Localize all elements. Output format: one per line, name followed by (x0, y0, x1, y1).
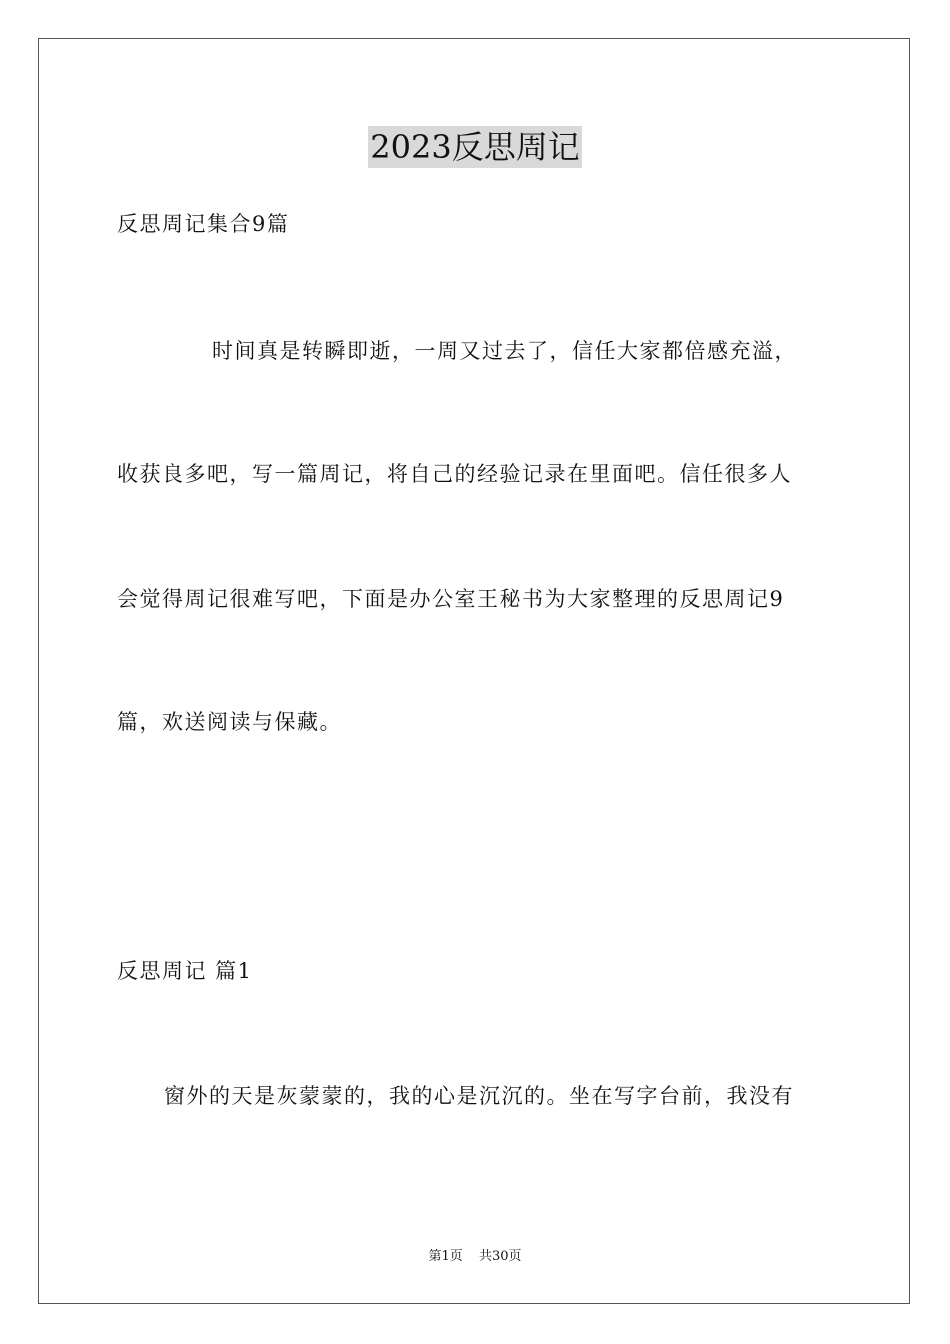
intro-line-2: 收获良多吧，写一篇周记，将自己的经验记录在里面吧。信任很多人 (117, 462, 792, 486)
page-number: 第1页 (428, 1249, 463, 1264)
total-pages: 共30页 (478, 1249, 522, 1264)
section-heading: 反思周记 篇1 (117, 959, 253, 983)
page-footer (0, 1248, 950, 1266)
title-container (0, 126, 950, 168)
intro-line-4: 篇，欢送阅读与保藏。 (117, 710, 342, 734)
document-title: 2023反思周记 (370, 128, 580, 166)
intro-line-1: 时间真是转瞬即逝，一周又过去了，信任大家都倍感充溢， (212, 339, 797, 363)
intro-line-3: 会觉得周记很难写吧，下面是办公室王秘书为大家整理的反思周记9 (117, 587, 785, 611)
document-subtitle: 反思周记集合9篇 (117, 212, 290, 236)
section-line-1: 窗外的天是灰蒙蒙的，我的心是沉沉的。坐在写字台前，我没有 (164, 1084, 794, 1108)
